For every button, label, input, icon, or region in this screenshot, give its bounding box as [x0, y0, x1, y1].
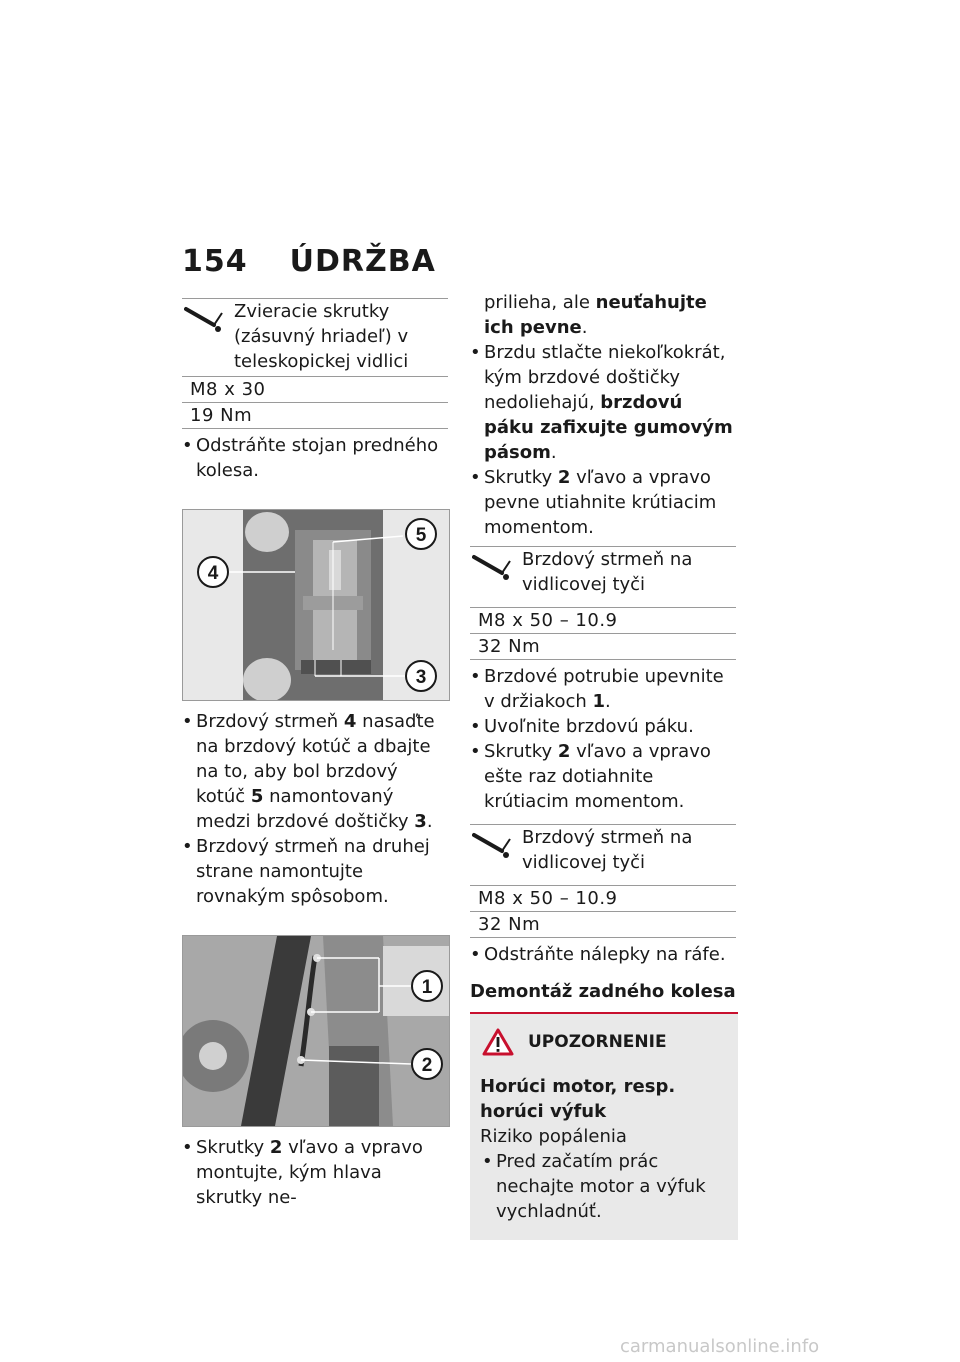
continued-text: prilieha, ale neuťahujte ich pevne. [484, 292, 707, 338]
warning-headline: Horúci motor, resp. horúci výfuk [480, 1076, 676, 1122]
torque-description: Brzdový strmeň na vidlicovej tyči [522, 549, 693, 595]
step-retighten: • Skrutky 2 vľavo a vpravo ešte raz dotiahnite krútiacim momentom. [470, 739, 738, 814]
torque-size: M8 x 30 [182, 376, 448, 402]
step-release-lever: • Uvoľnite brzdovú páku. [470, 714, 738, 739]
step-brake-line: • Brzdové potrubie upevnite v držiakoch 1. [470, 664, 738, 714]
figure-fork-brake-line [182, 935, 450, 1127]
callout-2 [412, 1049, 442, 1079]
warning-box [470, 1012, 738, 1240]
warning-action: • Pred začatím prác nechajte motor a výfuk vychladnúť. [480, 1149, 728, 1224]
callout-3 [406, 661, 436, 691]
page-number: 154 [182, 244, 248, 279]
torque-spec-header [182, 299, 448, 376]
torque-spec-2 [470, 546, 736, 660]
step-mount-caliper: • Brzdový strmeň 4 nasaďte na brzdový kotúč a dbajte na to, aby bol brzdový kotúč 5 namontovaný medzi brzdové doštičky 3. [182, 709, 450, 834]
svg-text:1: 1 [421, 977, 433, 998]
left-column [182, 298, 450, 1210]
warning-risk: Riziko popálenia [480, 1126, 627, 1147]
torque-value: 19 Nm [182, 402, 448, 429]
step-other-side: • Brzdový strmeň na druhej strane namontujte rovnakým spôsobom. [182, 834, 450, 909]
step-remove-stickers: • Odstráňte nálepky na ráfe. [470, 942, 738, 967]
warning-triangle-icon [482, 1028, 514, 1056]
torque-description: Zvieracie skrutky (zásuvný hriadeľ) v teleskopickej vidlici [234, 301, 409, 372]
step-remove-stand: • Odstráňte stojan predného kolesa. [182, 433, 450, 483]
callout-1 [412, 971, 442, 1001]
callout-5 [406, 519, 436, 549]
torque-description: Brzdový strmeň na vidlicovej tyči [522, 827, 693, 873]
svg-text:3: 3 [415, 667, 427, 688]
brake-caliper-image [183, 510, 449, 700]
torque-wrench-icon [472, 829, 516, 859]
torque-size: M8 x 50 – 10.9 [470, 607, 736, 633]
torque-wrench-icon [184, 303, 228, 333]
step-press-brake: • Brzdu stlačte niekoľkokrát, kým brzdové doštičky nedoliehajú, brzdovú páku zafixujte gumovým pásom. [470, 340, 738, 465]
torque-size: M8 x 50 – 10.9 [470, 885, 736, 911]
torque-wrench-icon [472, 551, 516, 581]
torque-spec-header [470, 825, 736, 885]
step-mount-screws: • Skrutky 2 vľavo a vpravo montujte, kým hlava skrutky ne- [182, 1135, 450, 1210]
svg-text:2: 2 [421, 1055, 433, 1076]
svg-text:5: 5 [415, 525, 427, 546]
torque-value: 32 Nm [470, 633, 736, 660]
torque-spec-3 [470, 824, 736, 938]
right-column [470, 290, 738, 1240]
watermark: carmanualsonline.info [620, 1336, 820, 1357]
torque-spec-1 [182, 298, 448, 429]
page-header [182, 244, 436, 279]
warning-title: UPOZORNENIE [480, 1028, 728, 1056]
torque-spec-header [470, 547, 736, 607]
svg-text:4: 4 [207, 563, 219, 584]
chapter-title: ÚDRŽBA [289, 244, 436, 279]
callout-4 [198, 557, 228, 587]
torque-value: 32 Nm [470, 911, 736, 938]
fork-brake-line-image [183, 936, 449, 1126]
step-tighten-screws: • Skrutky 2 vľavo a vpravo pevne utiahnite krútiacim momentom. [470, 465, 738, 540]
section-title: Demontáž zadného kolesa [470, 981, 736, 1002]
figure-brake-caliper [182, 509, 450, 701]
